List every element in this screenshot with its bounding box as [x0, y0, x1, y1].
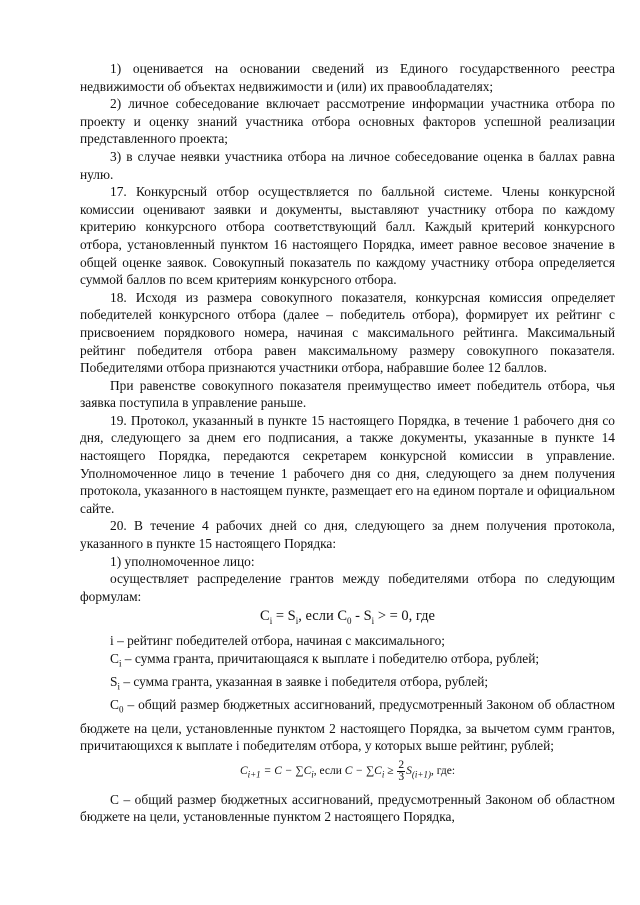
paragraph: 2) личное собеседование включает рассмотрение информации участника отбора по проекту и оценку знаний участника отбора основных факторов успешной реализации представленного проекта;	[80, 96, 615, 147]
definition-c0: $C_0$ – общий размер бюджетных ассигнований, предусмотренный Законом об областном бюджете на цели, установленные пунктом 2 настоящего Порядка, за вычетом сумм грантов, причитающихся к выплате i победителям отбора, у которых выше рейтинг, рублей;	[80, 697, 615, 754]
paragraph-17: 17. Конкурсный отбор осуществляется по балльной системе. Члены конкурсной комиссии оценивают заявки и документы, выставляют участнику отбора по каждому критерию конкурсного отбора соответствующий балл. Каждый критерий конкурсного отбора, установленный пунктом 16 настоящего Порядка, имеет равное весовое значение в общей оценке заявок. Совокупный показатель по каждому участнику отбора определяется суммой баллов по всем критериям конкурсного отбора.	[80, 184, 615, 288]
definition-i: i – рейтинг победителей отбора, начиная с максимального;	[110, 633, 445, 649]
paragraph-19: 19. Протокол, указанный в пункте 15 настоящего Порядка, в течение 1 рабочего дня со дня, следующего за днем его подписания, а также документы, указанные в пункте 14 настоящего Порядка, передаются секретарем конкурсной комиссии в управление. Уполномоченное лицо в течение 1 рабочего дня со дня, следующего за днем получения протокола, указанного в настоящем пункте, размещает его на едином портале и официальном сайте.	[80, 412, 615, 516]
paragraph: 1) оценивается на основании сведений из Единого государственного реестра недвижимости об объектах недвижимости и (или) их правообладателях;	[80, 61, 615, 94]
paragraph-18: 18. Исходя из размера совокупного показателя, конкурсная комиссия определяет победителей конкурсного отбора (далее – победитель отбора), формирует их рейтинг с присвоением порядкового номера, начиная с максимального рейтинга. Максимальный рейтинг победителя отбора равен максимальному размеру совокупного показателя. Победителями отбора признаются участники отбора, набравшие более 12 баллов.	[80, 289, 615, 376]
formula-grant-allocation: $C_i = S_i$, если $C_0 - S_i$ > = 0, где	[260, 608, 435, 627]
paragraph-20: 20. В течение 4 рабочих дней со дня, следующего за днем получения протокола, указанного в пункте 15 настоящего Порядка:	[80, 518, 615, 552]
paragraph: 1) уполномоченное лицо:	[110, 553, 255, 569]
paragraph: 3) в случае неявки участника отбора на личное собеседование оценка в баллах равна нулю.	[80, 148, 615, 182]
paragraph: При равенстве совокупного показателя преимущество имеет победитель отбора, чья заявка поступила в управление раньше.	[80, 377, 615, 411]
fraction: $\frac{2}{3}$	[398, 758, 405, 783]
definition-si: $S_i$ – сумма гранта, указанная в заявке i победителя отбора, рублей;	[110, 674, 489, 692]
paragraph: C – общий размер бюджетных ассигнований, предусмотренный Законом об областном бюджете на цели, установленные пунктом 2 настоящего Порядка,	[80, 791, 615, 825]
definition-ci: $C_i$ – сумма гранта, причитающаяся к выплате i победителю отбора, рублей;	[110, 650, 540, 669]
paragraph: осуществляет распределение грантов между победителями отбора по следующим формулам:	[80, 571, 615, 604]
formula-next-grant: $C_{i+1} = C - \sum C_i$, если $C - \sum C_i$ ≥ $\frac{2}{3}$ $S_{(i+1)}$, где:	[239, 758, 456, 783]
document-page	[80, 60, 615, 826]
